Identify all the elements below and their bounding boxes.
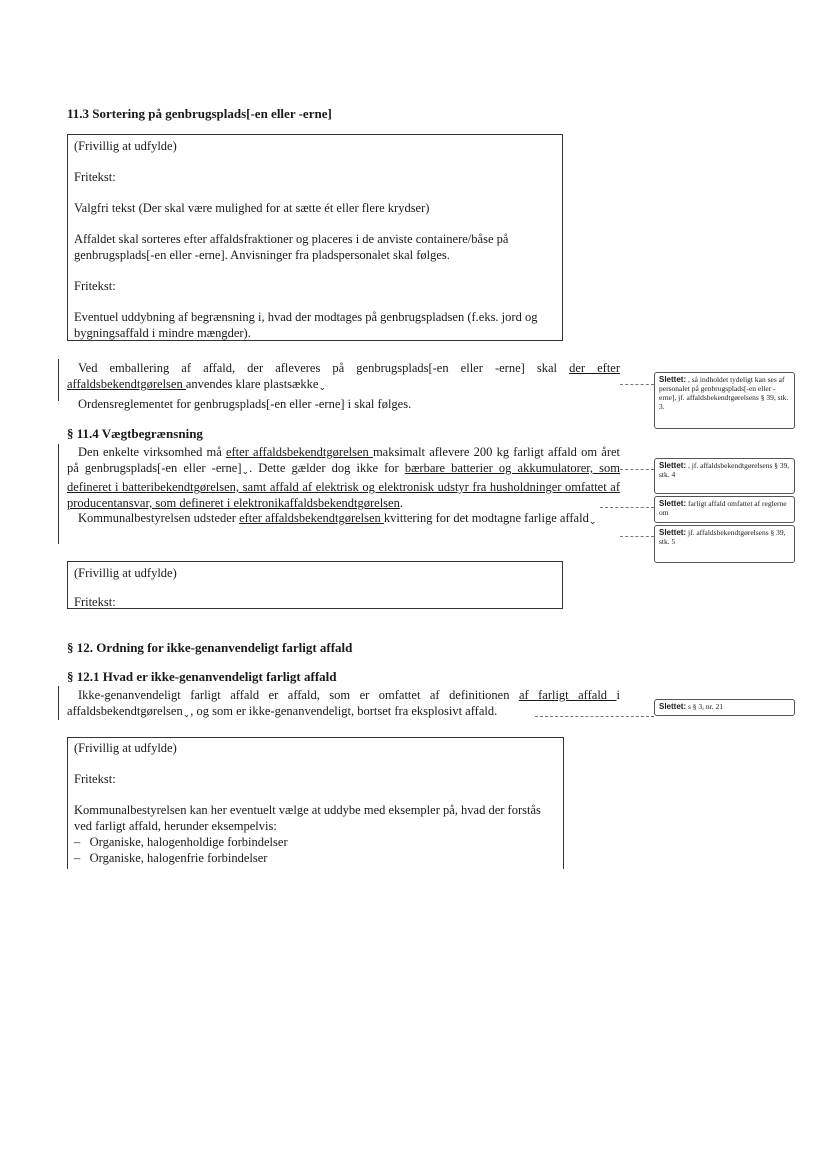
comment-connector [535,716,654,717]
comment-connector [620,536,654,537]
section-12-box [67,737,564,869]
fritekst-label: Fritekst: [74,772,116,786]
section-12-1-heading: § 12.1 Hvad er ikke-genanvendeligt farligt affald [67,669,337,684]
sorting-text: Affaldet skal sorteres efter affaldsfraktioner og placeres i de anviste containere/båse på genbrugsplads[-en eller -erne]. Anvisninger fra pladspersonalet skal følges. [74,232,509,262]
deletion-caret: ⌄ [182,709,191,719]
valgfri-text: Valgfri tekst (Der skal være mulighed for at sætte ét eller flere krydser) [74,201,430,215]
list-item: – Organiske, halogenholdige forbindelser [74,835,288,849]
deletion-caret: ⌄ [241,466,250,476]
fritekst-label: Fritekst: [74,595,116,609]
deletion-caret: ⌄ [318,382,326,392]
change-bar [58,686,59,720]
comment-connector [620,469,654,470]
voluntary-label: (Frivillig at udfylde) [74,741,177,755]
deletion-comment[interactable]: Slettet: jf. affaldsbekendtgørelsens § 39, stk. 5 [654,525,795,563]
section-11-4-heading: § 11.4 Vægtbegrænsning [67,426,203,441]
deletion-comment[interactable]: Slettet: , så indholdet tydeligt kan ses af personalet på genbrugsplads[-en eller -erne], jf. affaldsbekendtgørelsens § 39, stk. 3. [654,372,795,429]
change-bar [58,444,59,544]
comment-connector [620,384,654,385]
voluntary-label: (Frivillig at udfylde) [74,566,177,580]
list-item: – Organiske, halogenfrie forbindelser [74,851,268,865]
section-12-heading: § 12. Ordning for ikke-genanvendeligt farligt affald [67,640,353,655]
section-11-4-box [67,561,563,609]
deletion-caret: ⌄ [588,516,597,526]
section-11-3-heading: 11.3 Sortering på genbrugsplads[-en eller -erne] [67,106,332,121]
section-12-1-paragraph: Ikke-genanvendeligt farligt affald er affald, som er omfattet af definitionen af farligt affald i affaldsbekendtgørelsen⌄, og som er ikke-genanvendeligt, bortset fra eksplosivt affald. [67,688,620,719]
deletion-comment[interactable]: Slettet: , jf. affaldsbekendtgørelsens § 39, stk. 4 [654,458,795,494]
section-11-3-paragraph-1: Ved emballering af affald, der afleveres på genbrugsplads[-en eller -erne] skal der efter affaldsbekendtgørelsen anvendes klare plastsække⌄ [67,361,621,392]
voluntary-label: (Frivillig at udfylde) [74,139,177,153]
change-bar [58,359,59,401]
deletion-comment[interactable]: Slettet: s § 3, nr. 21 [654,699,795,716]
section-11-4-paragraph-1: Den enkelte virksomhed må efter affaldsbekendtgørelsen maksimalt aflevere 200 kg farligt affald om året på genbrugsplads[-en eller -erne]⌄. Dette gælder dog ikke for bærbare batterier og akkumulatorer, som defineret i batteribekendtgørelsen, samt affald af elektrisk og elektronisk udstyr fra husholdninger omfattet af producentansvar, som defineret i elektronikaffaldsbekendtgørelsen. [67,445,621,510]
section-11-4-paragraph-2: Kommunalbestyrelsen udsteder efter affaldsbekendtgørelsen kvittering for det modtagne farlige affald⌄ [78,511,597,526]
section-11-3-paragraph-2: Ordensreglementet for genbrugsplads[-en eller -erne] i skal følges. [78,397,412,411]
comment-connector [600,507,654,508]
uddybning-text: Eventuel uddybning af begrænsning i, hvad der modtages på genbrugspladsen (f.eks. jord og bygningsaffald i mindre mængder). [74,310,538,340]
section-11-3-box [67,134,563,341]
fritekst-label: Fritekst: [74,170,116,184]
fritekst-label: Fritekst: [74,279,116,293]
examples-intro: Kommunalbestyrelsen kan her eventuelt vælge at uddybe med eksempler på, hvad der forstås ved farligt affald, herunder eksempelvis: [74,803,541,833]
deletion-comment[interactable]: Slettet: farligt affald omfattet af reglerne om [654,496,795,523]
